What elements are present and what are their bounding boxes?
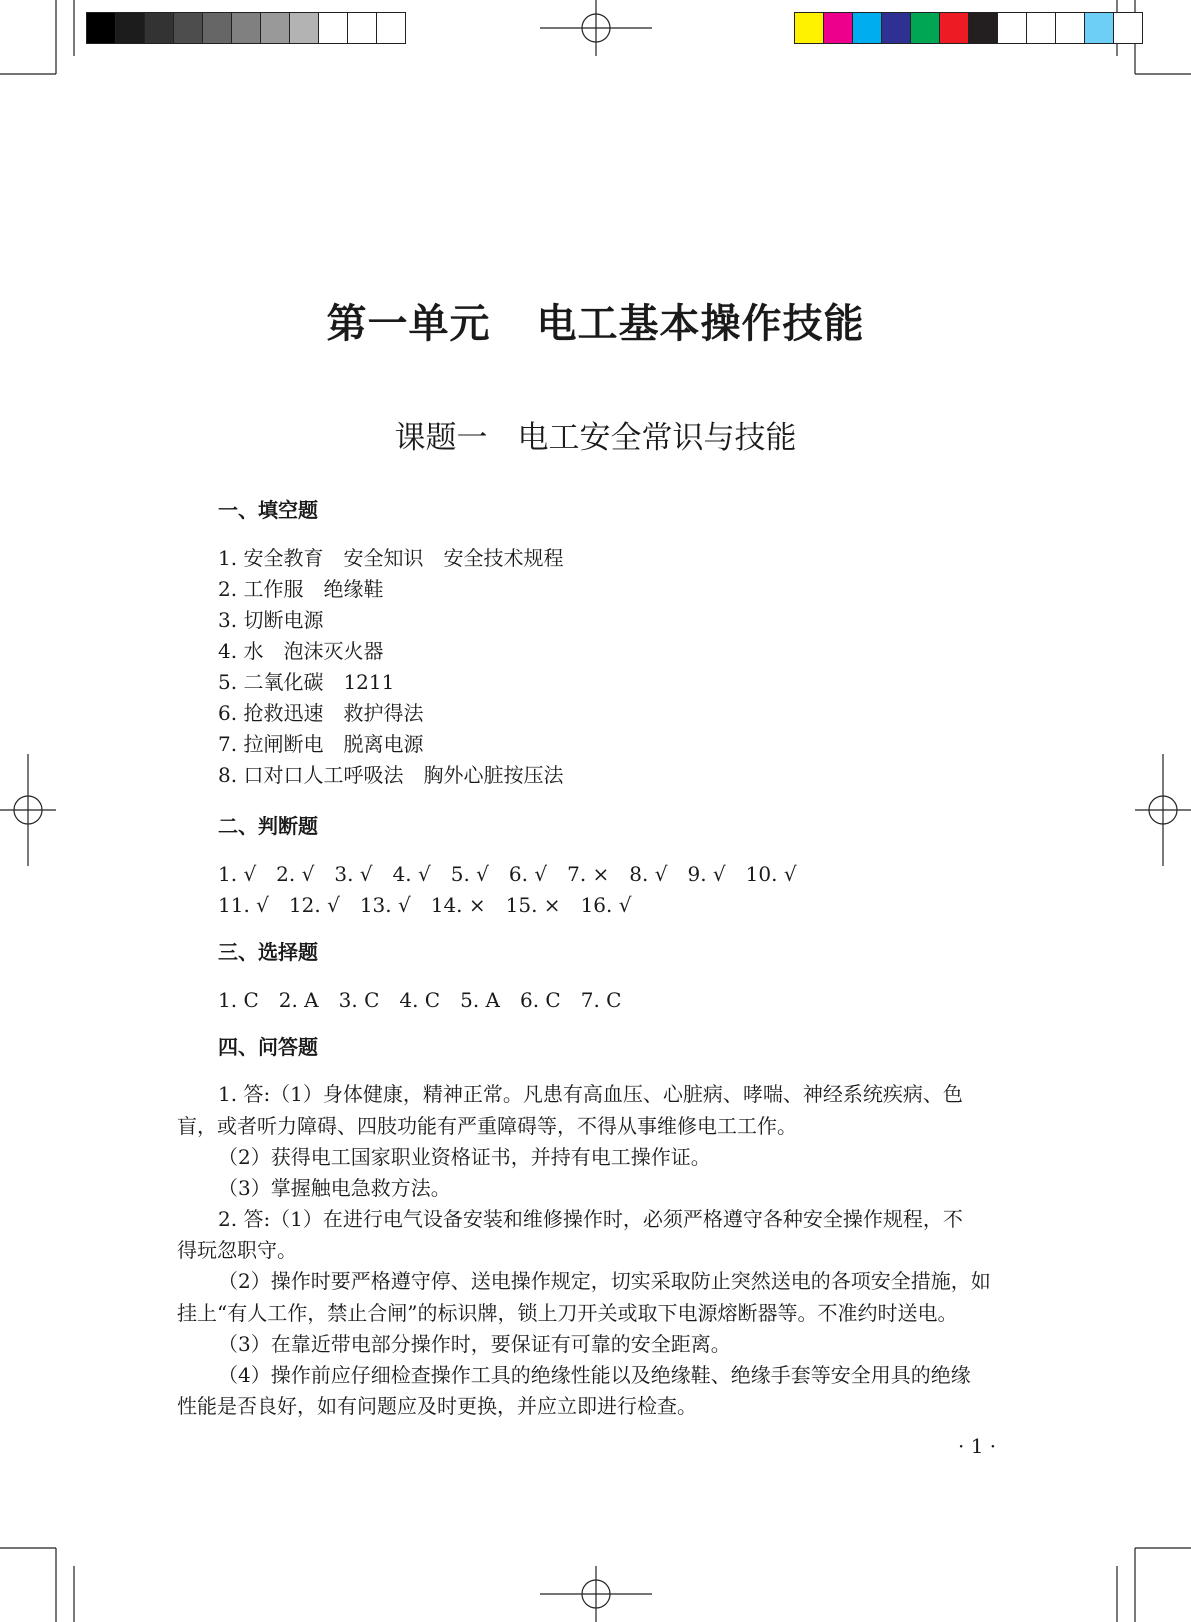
color-swatch [1085, 13, 1114, 43]
gray-swatch [203, 13, 232, 43]
paragraph-line: 2. 答:（1）在进行电气设备安装和维修操作时，必须严格遵守各种安全操作规程，不 [218, 1207, 963, 1231]
color-swatch [911, 13, 940, 43]
lesson-name: 电工安全常识与技能 [517, 420, 797, 456]
grayscale-calibration-bar [86, 12, 406, 44]
paragraph-line: 得玩忽职守。 [177, 1238, 297, 1262]
gray-swatch [290, 13, 319, 43]
paragraph-line: （2）操作时要严格遵守停、送电操作规定，切实采取防止突然送电的各项安全措施，如 [218, 1269, 991, 1293]
section-heading-true-false: 二、判断题 [218, 814, 318, 838]
answer-row: 11. √ 12. √ 13. √ 14. × 15. × 16. √ [218, 893, 632, 917]
paragraph-line: （2）获得电工国家职业资格证书，并持有电工操作证。 [218, 1145, 711, 1169]
gray-swatch [261, 13, 290, 43]
list-item: 6. 抢救迅速 救护得法 [218, 701, 424, 725]
unit-title [0, 292, 1191, 349]
lesson-number: 课题一 [394, 420, 488, 456]
gray-swatch [348, 13, 377, 43]
paragraph-line: 性能是否良好，如有问题应及时更换，并应立即进行检查。 [177, 1394, 697, 1418]
color-swatch [998, 13, 1027, 43]
color-calibration-bar [794, 12, 1143, 44]
paragraph-line: （3）掌握触电急救方法。 [218, 1176, 451, 1200]
list-item: 8. 口对口人工呼吸法 胸外心脏按压法 [218, 763, 564, 787]
color-swatch [969, 13, 998, 43]
answer-row: 1. √ 2. √ 3. √ 4. √ 5. √ 6. √ 7. × 8. √ 9. √ 10. √ [218, 862, 797, 886]
color-swatch [882, 13, 911, 43]
answer-row: 1. C 2. A 3. C 4. C 5. A 6. C 7. C [218, 988, 622, 1012]
color-swatch [1027, 13, 1056, 43]
color-swatch [795, 13, 824, 43]
gray-swatch [145, 13, 174, 43]
list-item: 3. 切断电源 [218, 608, 324, 632]
color-swatch [940, 13, 969, 43]
list-item: 1. 安全教育 安全知识 安全技术规程 [218, 546, 564, 570]
list-item: 2. 工作服 绝缘鞋 [218, 577, 384, 601]
list-item: 4. 水 泡沫灭火器 [218, 639, 384, 663]
gray-swatch [87, 13, 116, 43]
lesson-title [0, 412, 1191, 457]
section-heading-fill-blank: 一、填空题 [218, 498, 318, 522]
gray-swatch [377, 13, 405, 43]
gray-swatch [319, 13, 348, 43]
gray-swatch [116, 13, 145, 43]
gray-swatch [174, 13, 203, 43]
unit-name: 电工基本操作技能 [536, 300, 865, 347]
list-item: 7. 拉闸断电 脱离电源 [218, 732, 424, 756]
gray-swatch [232, 13, 261, 43]
section-heading-qa: 四、问答题 [218, 1035, 318, 1059]
section-heading-choice: 三、选择题 [218, 940, 318, 964]
paragraph-line: 1. 答:（1）身体健康，精神正常。凡患有高血压、心脏病、哮喘、神经系统疾病、色 [218, 1082, 963, 1106]
paragraph-line: （3）在靠近带电部分操作时，要保证有可靠的安全距离。 [218, 1332, 731, 1356]
color-swatch [1056, 13, 1085, 43]
color-swatch [824, 13, 853, 43]
color-swatch [1114, 13, 1142, 43]
page-number: · 1 · [958, 1434, 997, 1458]
paragraph-line: 盲，或者听力障碍、四肢功能有严重障碍等，不得从事维修电工工作。 [177, 1114, 797, 1138]
color-swatch [853, 13, 882, 43]
list-item: 5. 二氧化碳 1211 [218, 670, 395, 694]
paragraph-line: 挂上“有人工作，禁止合闸”的标识牌，锁上刀开关或取下电源熔断器等。不准约时送电。 [177, 1301, 958, 1325]
paragraph-line: （4）操作前应仔细检查操作工具的绝缘性能以及绝缘鞋、绝缘手套等安全用具的绝缘 [218, 1363, 971, 1387]
unit-number: 第一单元 [326, 300, 491, 347]
